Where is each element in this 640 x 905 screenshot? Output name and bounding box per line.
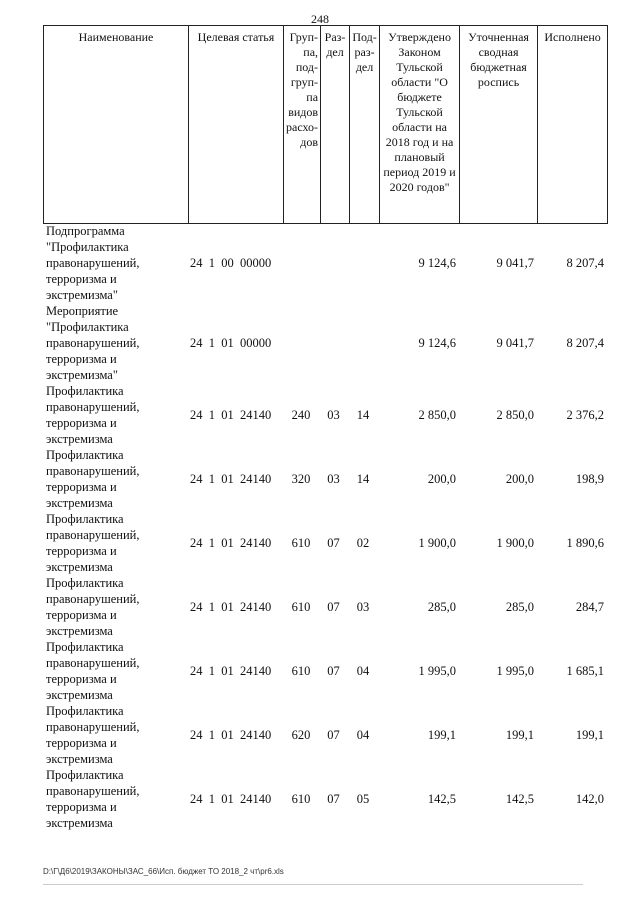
row-subsection: 03 — [356, 600, 370, 614]
row-name: Профилактика правонарушений, терроризма и экстремизма — [46, 512, 140, 574]
row-name: Профилактика правонарушений, терроризма и экстремизма — [46, 576, 140, 638]
table-row — [43, 511, 606, 575]
row-section: 03 — [327, 472, 340, 486]
row-group: 610 — [291, 792, 311, 806]
row-approved: 285,0 — [427, 600, 456, 614]
page-number: 248 — [311, 12, 329, 26]
table-row — [43, 383, 606, 447]
row-approved: 1 900,0 — [418, 536, 456, 550]
footer-divider — [43, 884, 583, 885]
row-executed: 1 685,1 — [566, 664, 604, 678]
table-body — [43, 223, 606, 831]
header-subsection: Под- раз- дел — [350, 26, 380, 224]
row-approved: 199,1 — [427, 728, 456, 742]
row-group: 620 — [291, 728, 311, 742]
header-group: Груп- па, под- груп- па видов расхо- дов — [284, 26, 321, 224]
table-row — [43, 303, 606, 383]
row-approved: 142,5 — [427, 792, 456, 806]
row-approved: 9 124,6 — [418, 336, 456, 350]
row-target: 24 1 01 24140 — [190, 664, 272, 678]
row-revised: 1 995,0 — [496, 664, 534, 678]
row-name: Профилактика правонарушений, терроризма и экстремизма — [46, 384, 140, 446]
row-subsection: 04 — [356, 728, 370, 742]
header-revised: Уточненная сводная бюджетная роспись — [460, 26, 538, 224]
table-header — [43, 25, 608, 224]
row-revised: 200,0 — [505, 472, 534, 486]
row-name: Подпрограмма "Профилактика правонарушений, терроризма и экстремизма" — [46, 224, 140, 302]
row-revised: 2 850,0 — [496, 408, 534, 422]
row-target: 24 1 01 00000 — [190, 336, 272, 350]
header-section: Раз- дел — [321, 26, 350, 224]
row-subsection: 04 — [356, 664, 370, 678]
row-executed: 2 376,2 — [566, 408, 604, 422]
row-name: Профилактика правонарушений, терроризма и экстремизма — [46, 448, 140, 510]
row-target: 24 1 00 00000 — [190, 256, 272, 270]
row-executed: 8 207,4 — [566, 336, 604, 350]
row-subsection: 14 — [356, 408, 370, 422]
row-name: Профилактика правонарушений, терроризма и экстремизма — [46, 640, 140, 702]
row-approved: 200,0 — [427, 472, 456, 486]
table-row — [43, 639, 606, 703]
row-revised: 9 041,7 — [496, 256, 534, 270]
row-executed: 199,1 — [575, 728, 604, 742]
row-section: 03 — [327, 408, 340, 422]
row-group: 610 — [291, 664, 311, 678]
row-subsection — [348, 223, 378, 303]
row-name: Профилактика правонарушений, терроризма и экстремизма — [46, 768, 140, 830]
row-target: 24 1 01 24140 — [190, 792, 272, 806]
row-section: 07 — [327, 600, 340, 614]
row-group: 610 — [291, 536, 311, 550]
header-target: Целевая статья — [189, 26, 284, 224]
row-approved: 2 850,0 — [418, 408, 456, 422]
row-name: Мероприятие "Профилактика правонарушений, терроризма и экстремизма" — [46, 304, 140, 382]
row-subsection: 02 — [356, 536, 370, 550]
row-executed: 8 207,4 — [566, 256, 604, 270]
row-target: 24 1 01 24140 — [190, 600, 272, 614]
row-section — [319, 223, 348, 303]
row-revised: 285,0 — [505, 600, 534, 614]
row-group: 320 — [291, 472, 311, 486]
header-name: Наименование — [44, 26, 189, 224]
row-subsection — [348, 303, 378, 383]
row-executed: 284,7 — [575, 600, 604, 614]
row-approved: 1 995,0 — [418, 664, 456, 678]
row-section: 07 — [327, 792, 340, 806]
row-executed: 198,9 — [575, 472, 604, 486]
row-executed: 142,0 — [575, 792, 604, 806]
row-subsection: 05 — [356, 792, 370, 806]
row-group — [283, 303, 319, 383]
table-row — [43, 703, 606, 767]
row-target: 24 1 01 24140 — [190, 728, 272, 742]
row-revised: 142,5 — [505, 792, 534, 806]
row-subsection: 14 — [356, 472, 370, 486]
row-group: 240 — [291, 408, 311, 422]
row-approved: 9 124,6 — [418, 256, 456, 270]
header-approved: Утверждено Законом Тульской области "О бюджете Тульской области на 2018 год и на плановый период 2019 и 2020 годов" — [380, 26, 460, 224]
footer-file-path: D:\Г\Д6\2019\ЗАКОНЫ\ЗАС_66\Исп. бюджет ТО 2018_2 чт\pr6.xls — [43, 867, 284, 876]
table-row — [43, 767, 606, 831]
table-row — [43, 575, 606, 639]
row-revised: 9 041,7 — [496, 336, 534, 350]
row-group: 610 — [291, 600, 311, 614]
row-target: 24 1 01 24140 — [190, 536, 272, 550]
row-section: 07 — [327, 728, 340, 742]
row-section: 07 — [327, 664, 340, 678]
header-executed: Исполнено — [538, 26, 608, 224]
row-target: 24 1 01 24140 — [190, 472, 272, 486]
row-revised: 1 900,0 — [496, 536, 534, 550]
row-revised: 199,1 — [505, 728, 534, 742]
row-group — [283, 223, 319, 303]
row-section: 07 — [327, 536, 340, 550]
table-row — [43, 447, 606, 511]
row-name: Профилактика правонарушений, терроризма и экстремизма — [46, 704, 140, 766]
row-target: 24 1 01 24140 — [190, 408, 272, 422]
table-row — [43, 223, 606, 303]
row-section — [319, 303, 348, 383]
row-executed: 1 890,6 — [566, 536, 604, 550]
